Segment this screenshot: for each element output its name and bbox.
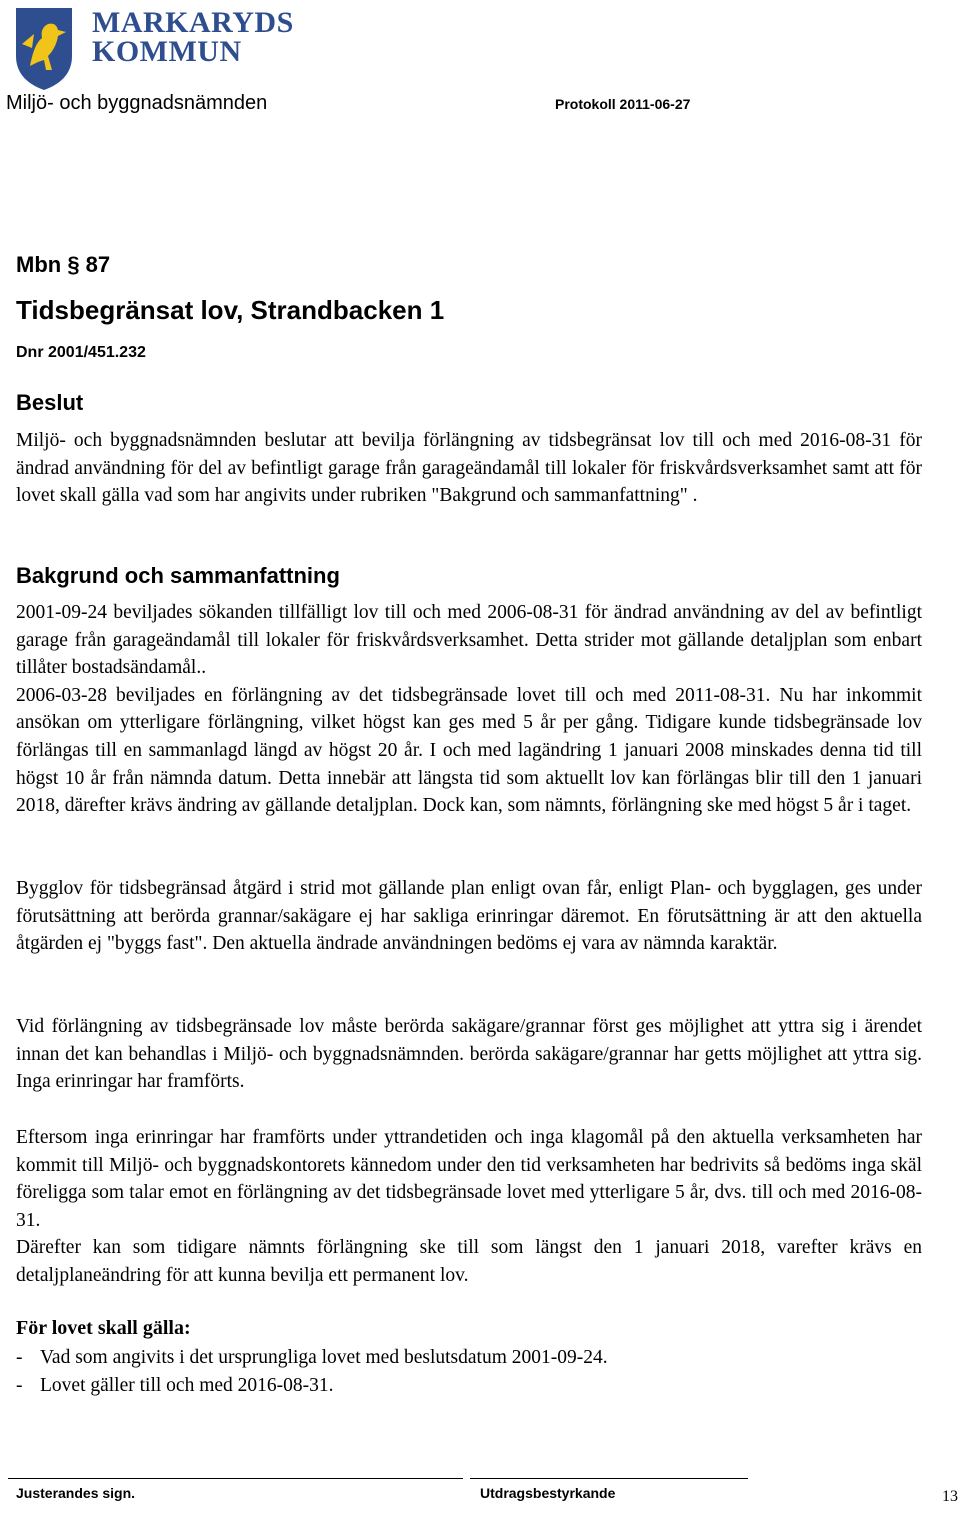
list-item xyxy=(16,1372,608,1400)
background-paragraph-6: Därefter kan som tidigare nämnts förlängning ske till som längst den 1 januari 2018, varefter krävs en detaljplaneändring för att kunna bevilja ett permanent lov. xyxy=(16,1237,922,1286)
municipality-logo xyxy=(12,4,312,94)
signature-label: Justerandes sign. xyxy=(16,1485,136,1501)
background-paragraph-1: 2001-09-24 beviljades sökanden tillfälligt lov till och med 2006-08-31 för ändrad användning av del av befintligt garage från garageändamål till lokaler för friskvårdsverksamhet. Detta strider mot gällande detaljplan som enbart tillåter bostadsändamål.. xyxy=(16,602,922,679)
list-item-text: Vad som angivits i det ursprungliga lovet med beslutsdatum 2001-09-24. xyxy=(40,1347,608,1368)
case-number: Mbn § 87 xyxy=(16,252,111,277)
certification-label: Utdragsbestyrkande xyxy=(480,1485,616,1501)
list-item xyxy=(16,1344,608,1372)
signature-line xyxy=(8,1478,463,1479)
certification-line xyxy=(470,1478,748,1479)
case-title: Tidsbegränsat lov, Strandbacken 1 xyxy=(16,295,445,325)
protocol-date: Protokoll 2011-06-27 xyxy=(555,96,691,112)
background-text-5 xyxy=(16,1124,922,1290)
list-item-text: Lovet gäller till och med 2016-08-31. xyxy=(40,1375,334,1396)
list-dash: - xyxy=(16,1375,23,1396)
list-dash: - xyxy=(16,1347,23,1368)
coat-of-arms-icon xyxy=(12,4,76,92)
background-text xyxy=(16,599,922,820)
decision-paragraph: Miljö- och byggnadsnämnden beslutar att bevilja förlängning av tidsbegränsat lov till och med 2016-08-31 för ändrad användning för del av befintligt garage från garageändamål till lokaler för friskvårdsverksamhet samt att för lovet skall gälla vad som har angivits under rubriken "Bakgrund och sammanfattning" . xyxy=(16,430,922,507)
logo-line-1: MARKARYDS xyxy=(92,6,294,39)
conditions-list xyxy=(16,1344,608,1400)
page-number: 13 xyxy=(942,1488,958,1505)
background-paragraph-2: 2006-03-28 beviljades en förlängning av det tidsbegränsade lovet till och med 2011-08-31. Nu har inkommit ansökan om ytterligare förlängning, vilket högst kan ges med 5 år per gång. Tidigare kunde tidsbegränsade lov förlängas till en sammanlagd längd av högst 20 år. I och med lagändring 1 januari 2008 minskades denna tid till högst 10 år från nämnda datum. Detta innebär att längsta tid som aktuellt lov kan förlängas blir till den 1 januari 2018, därefter krävs ändring av gällande detaljplan. Dock kan, som nämnts, förlängning ske med högst 5 år i taget. xyxy=(16,684,922,817)
department-name: Miljö- och byggnadsnämnden xyxy=(6,92,268,114)
background-text-3 xyxy=(16,875,922,958)
background-heading: Bakgrund och sammanfattning xyxy=(16,563,340,588)
case-dnr: Dnr 2001/451.232 xyxy=(16,344,146,361)
decision-heading: Beslut xyxy=(16,390,84,415)
decision-text xyxy=(16,427,922,510)
conditions-heading: För lovet skall gälla: xyxy=(16,1317,191,1339)
background-text-4 xyxy=(16,1013,922,1096)
background-paragraph-4: Vid förlängning av tidsbegränsade lov måste berörda sakägare/grannar först ges möjlighet att yttra sig i ärendet innan det kan behandlas i Miljö- och byggnadsnämnden. berörda sakägare/grannar har getts möjlighet att yttra sig. Inga erinringar har framförts. xyxy=(16,1016,922,1093)
background-paragraph-3: Bygglov för tidsbegränsad åtgärd i strid mot gällande plan enligt ovan får, enligt Plan- och bygglagen, ges under förutsättning att berörda grannar/sakägare ej har sakliga erinringar däremot. En förutsättning är att den aktuella åtgärden ej "byggs fast". Den aktuella ändrade användningen bedöms ej vara av nämnda karaktär. xyxy=(16,878,922,955)
logo-line-2: KOMMUN xyxy=(92,35,242,68)
municipality-name xyxy=(92,8,294,66)
background-paragraph-5: Eftersom inga erinringar har framförts under yttrandetiden och inga klagomål på den aktuella verksamheten har kommit till Miljö- och byggnadskontorets kännedom under den tid verksamheten har bedrivits så bedöms inga skäl föreligga som talar emot en förlängning av det tidsbegränsade lovet med ytterligare 5 år, dvs. till och med 2016-08-31. xyxy=(16,1127,922,1231)
